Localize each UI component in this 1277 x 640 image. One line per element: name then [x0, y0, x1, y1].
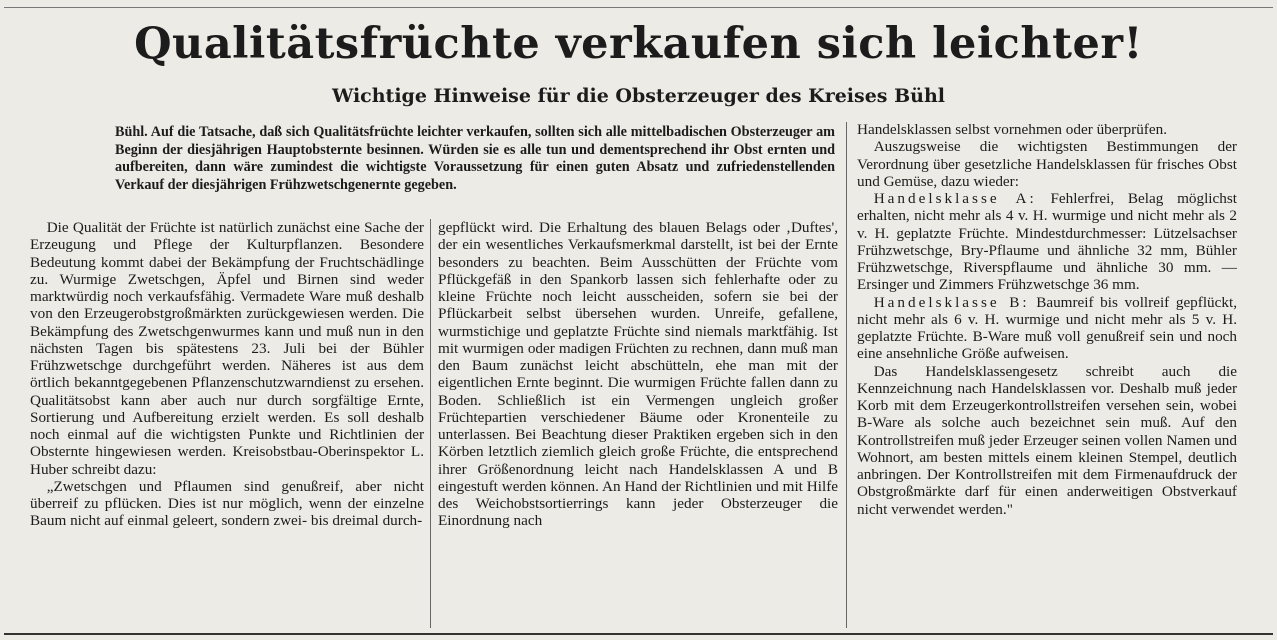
- column-3-paragraph-5: Das Handelsklassengesetz schreibt auch die Kennzeichnung nach Handelsklassen vor. Deshalb muß jeder Korb mit dem Erzeugerkontrollstreifen versehen sein, wobei B-Ware als solche auch bezeichnet sein muß. Auf den Kontrollstreifen muß jeder Erzeuger seinen vollen Namen und Wohnort, am besten mittels einem kleinen Stempel, deutlich anbringen. Der Kontrollstreifen mit dem Firmenaufdruck der Obstgroßmärkte darf für einen anderweitigen Obstverkauf nicht verwendet werden.": [857, 362, 1237, 518]
- lead-paragraph: Bühl. Auf die Tatsache, daß sich Qualitätsfrüchte leichter verkaufen, sollten sich alle mittelbadischen Obsterzeuger am Beginn der diesjährigen Hauptobsternte besinnen. Würden sie es alle tun und dementsprechend ihr Obst ernten und aufbereiten, dann wäre zumindest die wichtigste Voraussetzung für einen guten Absatz und zufriedenstellenden Verkauf der diesjährigen Frühzwetschgenernte gegeben.: [115, 124, 835, 193]
- column-3: [857, 121, 1237, 518]
- article-headline: Qualitätsfrüchte verkaufen sich leichter!: [134, 19, 1143, 69]
- column-divider-right: [846, 122, 847, 628]
- handelsklasse-a-text: Fehlerfrei, Belag möglichst erhalten, nicht mehr als 4 v. H. wurmige und nicht mehr als 2 v. H. geplatzte Früchte. Mindestdurchmesser: Lützelsachser Frühzwetschge, Bry-Pflaume und ähnliche 32 mm, Bühler Frühzwetschge, Riverspflaume und ähnliche 30 mm. — Ersinger und Zimmers Frühzwetschge 36 mm.: [857, 190, 1237, 294]
- handelsklasse-a-label: Handelsklasse A:: [873, 190, 1037, 207]
- handelsklasse-b-text: Baumreif bis vollreif gepflückt, nicht mehr als 6 v. H. wurmige und nicht mehr als 5 v. H. geplatzte Früchte. B-Ware muß voll genußreif sein und noch eine ansehnliche Größe aufweisen.: [857, 293, 1237, 363]
- column-divider-middle: [430, 219, 431, 628]
- article-lead: [115, 124, 835, 194]
- column-1-paragraph-1: Die Qualität der Früchte ist natürlich zunächst eine Sache der Erzeugung und Pflege der Kulturpflanzen. Besondere Bedeutung kommt dabei der Bekämpfung der Fruchtschädlinge zu. Wurmige Zwetschgen, Äpfel und Birnen sind weder marktwürdig noch verkaufsfähig. Vermadete Ware muß deshalb von den Erzeugerobstgroßmärkten zurückgewiesen werden. Die Bekämpfung des Zwetschgenwurmes kann und muß nun in den nächsten Tagen bis spätestens 23. Juli bei der Bühler Frühzwetschge durchgeführt werden. Näheres ist aus dem örtlich bekanntgegebenen Pflanzenschutzwarndienst zu ersehen. Qualitätsobst kann aber auch nur durch sorgfältige Ernte, Sortierung und Aufbereitung erzielt werden. Es soll deshalb noch einmal auf die wichtigsten Punkte und Richtlinien der Obsternte hingewiesen werden. Kreisobstbau-Oberinspektor L. Huber schreibt dazu:: [30, 219, 424, 478]
- column-2: [438, 219, 838, 530]
- column-3-paragraph-2: Auszugsweise die wichtigsten Bestimmungen der Verordnung über gesetzliche Handelsklassen für frisches Obst und Gemüse, dazu wieder:: [857, 138, 1237, 190]
- handelsklasse-b-label: Handelsklasse B:: [873, 293, 1030, 311]
- top-rule: [4, 7, 1273, 8]
- column-3-paragraph-1: Handelsklassen selbst vornehmen oder überprüfen.: [857, 121, 1167, 138]
- column-2-paragraph-1: gepflückt wird. Die Erhaltung des blauen Belags oder ‚Duftes', der ein wesentliches Verkaufsmerkmal darstellt, ist bei der Ernte besonders zu beachten. Beim Ausschütten der Früchte vom Pflückgefäß in den Spankorb lassen sich fehlerhafte oder zu kleine Früchte noch leicht ausscheiden, sofern sie bei der Pflückarbeit selbst übersehen wurden. Unreife, gefallene, wurmstichige und geplatzte Früchte sind niemals marktfähig. Ist mit wurmigen oder madigen Früchten zu rechnen, dann muß man den Baum zunächst leicht abschütteln, ehe man mit der eigentlichen Ernte beginnt. Die wurmigen Früchte fallen dann zu Boden. Schließlich ist ein Vermengen ungleich großer Früchtepartien verschiedener Bäume oder Kronenteile zu unterlassen. Bei Beachtung dieser Praktiken ergeben sich in den Körben letztlich ziemlich gleich große Früchte, die entsprechend ihrer Größenordnung leicht nach Handelsklassen A und B eingestuft werden können. An Hand der Richtlinien und mit Hilfe des Weichobstsortierrings kann jeder Obsterzeuger die Einordnung nach: [438, 219, 838, 530]
- column-3-paragraph-3: [857, 190, 1237, 294]
- column-3-paragraph-4: [857, 294, 1237, 363]
- bottom-rule: [4, 633, 1273, 635]
- column-1-paragraph-2: „Zwetschgen und Pflaumen sind genußreif, aber nicht überreif zu pflücken. Dies ist nur möglich, wenn der einzelne Baum nicht auf einmal geleert, sondern zwei- bis dreimal durch-: [30, 477, 424, 530]
- article-subheadline: Wichtige Hinweise für die Obsterzeuger des Kreises Bühl: [331, 85, 946, 107]
- column-1: [30, 219, 424, 530]
